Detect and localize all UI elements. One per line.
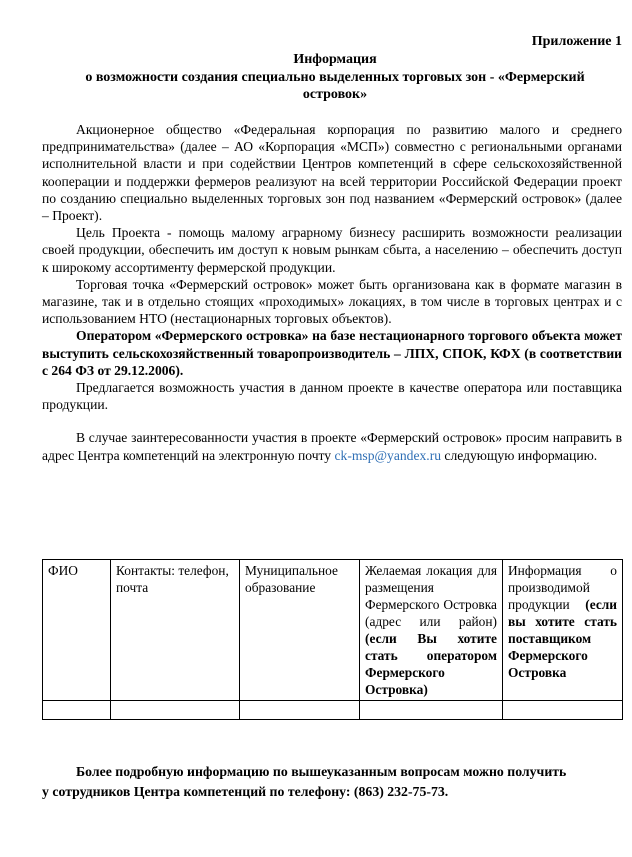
column-name-text: ФИО — [48, 563, 78, 578]
empty-cell[interactable] — [240, 701, 360, 720]
column-contacts-text: Контакты: телефон, почта — [116, 563, 229, 595]
document-body — [42, 121, 622, 464]
footer-contact — [42, 763, 622, 801]
column-contacts — [111, 560, 240, 701]
footer-line-2: у сотрудников Центра компетенций по телефону: (863) 232-75-73. — [42, 784, 449, 799]
column-location-text: Желаемая локация для размещения Фермерского Островка (адрес или район) — [365, 563, 497, 629]
empty-cell[interactable] — [43, 701, 111, 720]
info-table — [42, 559, 623, 720]
column-location-note: (если Вы хотите стать оператором Фермерского Островка) — [365, 631, 497, 697]
table-row — [43, 701, 623, 720]
table-header-row — [43, 560, 623, 701]
appendix-label: Приложение 1 — [531, 34, 622, 49]
request-text: В случае заинтересованности участия в проекте «Фермерский островок» просим направить в адрес Центра компетенций на электронную почту — [42, 430, 622, 463]
column-municipality — [240, 560, 360, 701]
column-products-note: (если вы хотите стать поставщиком Фермерского Островка — [508, 597, 617, 680]
title-line-1: Информация — [293, 52, 377, 67]
empty-cell[interactable] — [111, 701, 240, 720]
paragraph-offer: Предлагается возможность участия в данном проекте в качестве оператора или поставщика продукции. — [42, 380, 622, 413]
column-name — [43, 560, 111, 701]
paragraph-operator: Оператором «Фермерского островка» на базе нестационарного торгового объекта может выступить сельскохозяйственный товаропроизводитель – ЛПХ, СПОК, КФХ (в соответствии с 264 ФЗ от 29.12.2006). — [42, 328, 622, 378]
paragraph-request — [42, 429, 622, 463]
empty-cell[interactable] — [503, 701, 623, 720]
request-text-end: следующую информацию. — [441, 447, 598, 463]
column-municipality-text: Муниципальное образование — [245, 563, 338, 595]
spacer — [42, 413, 622, 429]
paragraph-trading-point: Торговая точка «Фермерский островок» может быть организована как в формате магазин в магазине, так и в отдельно стоящих «проходимых» локациях, в том числе в торговых центрах и с использованием НТО (нестационарных торговых объектов). — [42, 276, 622, 327]
empty-cell[interactable] — [360, 701, 503, 720]
column-products-text: Информация о производимой продукции — [508, 563, 617, 612]
footer-line-1: Более подробную информацию по вышеуказанным вопросам можно получить — [76, 764, 567, 779]
title-line-2: о возможности создания специально выделенных торговых зон - «Фермерский — [85, 69, 585, 85]
title-line-3: островок» — [302, 87, 368, 102]
paragraph-corporation: Акционерное общество «Федеральная корпорация по развитию малого и среднего предпринимательства» (далее – АО «Корпорация «МСП») совместно с региональными органами исполнительной власти и при содействии Центров компетенций в сфере сельскохозяйственной кооперации и поддержки фермеров реализуют на всей территории Российской Федерации проект по созданию специально выделенных торговых зон под названием «Фермерский островок» (далее – Проект). — [42, 122, 622, 224]
column-products — [503, 560, 623, 701]
email-link[interactable]: ck-msp@yandex.ru — [334, 447, 442, 463]
column-location — [360, 560, 503, 701]
paragraph-goal: Цель Проекта - помощь малому аграрному бизнесу расширить возможности реализации своей продукции, обеспечить им доступ к новым рынкам сбыта, а населению – обеспечить доступ к широкому ассортименту фермерской продукции. — [42, 225, 622, 275]
document-title — [40, 51, 630, 104]
